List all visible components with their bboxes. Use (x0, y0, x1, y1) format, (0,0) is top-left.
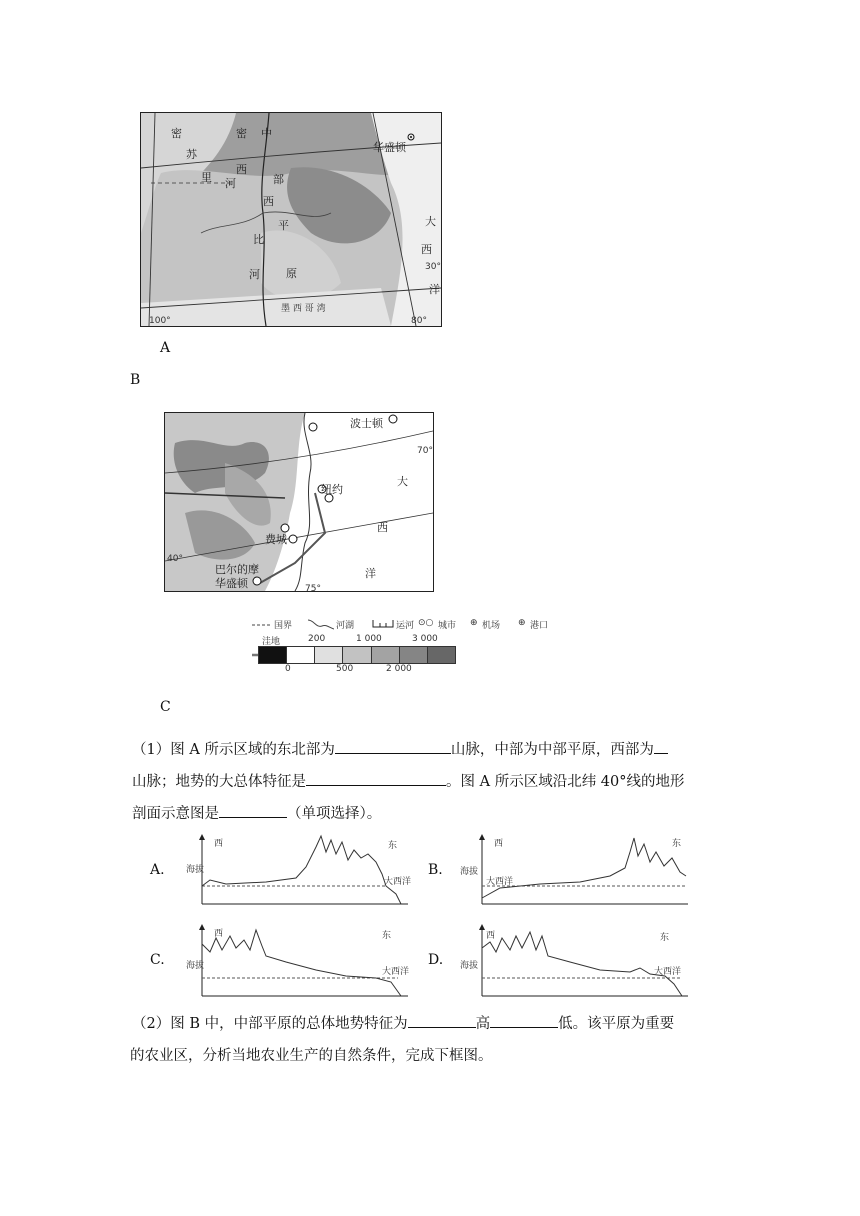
option-d-profile[interactable] (460, 922, 690, 998)
canal-legend-icon (372, 618, 394, 630)
map-a-caption: A (160, 340, 171, 356)
map-b-label-lat40: 40° (167, 554, 183, 564)
option-d-west: 西 (486, 931, 496, 941)
q2-blank-high[interactable] (408, 1013, 476, 1028)
map-a-label-xi2: 西 (263, 195, 274, 208)
map-b (164, 412, 434, 592)
legend-airport: 机场 (482, 621, 501, 631)
option-a-east: 东 (388, 841, 398, 851)
map-b-label-washington: 华盛顿 (215, 577, 248, 590)
port-legend-icon: ⊕ (518, 618, 526, 628)
q2-text-1: （2）图 B 中，中部平原的总体地势特征为 (132, 1016, 408, 1032)
map-a-label-washington: 华盛顿 (373, 141, 406, 154)
map-b-label-baltimore: 巴尔的摩 (215, 563, 259, 576)
map-a-label-he: 河 (225, 177, 236, 190)
map-b-label-newyork: 纽约 (321, 483, 343, 496)
question-1 (132, 734, 732, 830)
option-b-profile[interactable] (460, 832, 690, 906)
legend-border: 国界 (274, 621, 293, 631)
map-a-label-li: 里 (201, 171, 212, 184)
option-c-ocean: 大西洋 (382, 967, 410, 977)
option-a-ocean: 大西洋 (384, 877, 412, 887)
airport-legend-icon: ⊕ (470, 618, 478, 628)
legend-tick-3000: 3 000 (412, 634, 438, 644)
q2-text-4: 的农业区，分析当地农业生产的自然条件，完成下框图。 (130, 1048, 493, 1064)
legend-tick-500: 500 (336, 664, 354, 674)
q1-text-2: 山脉，中部为中部平原，西部为 (450, 742, 654, 758)
elevation-scale-bar (258, 646, 456, 664)
map-a-label-yuan: 原 (286, 267, 297, 280)
q1-text-6: （单项选择）。 (287, 806, 382, 822)
legend-tick-1000: 1 000 (356, 634, 382, 644)
map-a-label-da: 大 (425, 215, 436, 228)
map-b-label-yang: 洋 (365, 567, 376, 580)
map-b-label-lon70: 70° (417, 446, 433, 456)
q1-text-1: （1）图 A 所示区域的东北部为 (132, 742, 335, 758)
legend-canal: 运河 (396, 621, 415, 631)
legend-city: 城市 (438, 621, 457, 631)
q2-text-3: 低。该平原为重要 (558, 1016, 675, 1032)
option-b-east: 东 (672, 839, 682, 849)
option-c-west: 西 (214, 929, 224, 939)
map-a-label-yang: 洋 (429, 283, 440, 296)
scale-cell (286, 647, 314, 663)
legend-port: 港口 (530, 621, 549, 631)
option-a-axis: 海拔 (186, 865, 205, 875)
scale-cell (371, 647, 399, 663)
option-b-ocean: 大西洋 (486, 877, 514, 887)
legend-tick-200: 200 (308, 634, 326, 644)
river-legend-icon (308, 618, 334, 630)
map-a-graphic (141, 113, 441, 326)
map-b-caption: B (130, 372, 141, 388)
question-2 (132, 1008, 732, 1072)
option-d-axis: 海拔 (460, 961, 479, 971)
map-a-label-xi3: 西 (421, 243, 432, 256)
map-a-label-mi: 密 (171, 127, 182, 140)
option-c-east: 东 (382, 931, 392, 941)
option-a-west: 西 (214, 839, 224, 849)
map-b-label-xi: 西 (377, 521, 388, 534)
option-c-letter[interactable]: C. (150, 952, 165, 968)
map-a-label-bu: 部 (273, 173, 284, 186)
map-a-label-gulf: 墨 西 哥 湾 (281, 304, 326, 314)
scale-cell (427, 647, 455, 663)
map-a-label-xi: 西 (236, 163, 247, 176)
q1-blank-terrain-feature[interactable] (306, 771, 446, 786)
map-a-label-lon100: 100° (149, 316, 171, 326)
map-a-label-su: 苏 (186, 148, 197, 161)
map-a-label-mi2: 密 (236, 127, 247, 140)
legend-tick-0: 0 (285, 664, 291, 674)
q2-blank-low[interactable] (490, 1013, 558, 1028)
map-a-label-lon80: 80° (411, 316, 427, 326)
city-legend-icon: ⊙○ (418, 618, 434, 628)
q1-blank-northeast-mountains[interactable] (335, 739, 451, 754)
option-d-east: 东 (660, 933, 670, 943)
q1-text-3: 山脉；地势的大总体特征是 (132, 774, 306, 790)
q2-text-2: 高 (475, 1016, 491, 1032)
scale-cell (259, 647, 286, 663)
map-b-graphic (165, 413, 433, 591)
option-b-letter[interactable]: B. (428, 862, 443, 878)
map-b-label-lon75: 75° (305, 584, 321, 591)
map-b-label-philadelphia: 费城 (265, 533, 287, 546)
option-a-profile[interactable] (186, 832, 412, 906)
map-a-label-he2: 河 (249, 268, 260, 281)
figure-c-caption: C (160, 699, 171, 715)
q1-text-4: 。图 A 所示区域沿北纬 40°线的地形 (446, 774, 685, 790)
q1-blank-west-mountains[interactable] (654, 739, 668, 754)
q1-blank-answer[interactable] (219, 803, 287, 818)
q1-text-5: 剖面示意图是 (132, 806, 219, 822)
scale-cell (342, 647, 370, 663)
map-a-label-bi: 比 (253, 233, 264, 246)
map-b-label-boston: 波士顿 (350, 417, 383, 430)
map-a (140, 112, 442, 327)
option-a-letter[interactable]: A. (150, 862, 165, 878)
option-d-letter[interactable]: D. (428, 952, 444, 968)
option-c-profile[interactable] (186, 922, 412, 998)
option-b-west: 西 (494, 839, 504, 849)
scale-cell (314, 647, 342, 663)
map-b-label-da: 大 (397, 475, 408, 488)
legend-depression: 洼地 (262, 637, 281, 647)
map-a-label-ping: 平 (278, 219, 289, 232)
map-a-label-zhong: 中 (261, 127, 272, 140)
option-d-ocean: 大西洋 (654, 967, 682, 977)
map-a-label-lat30: 30° (425, 262, 441, 272)
scale-cell (399, 647, 427, 663)
option-b-axis: 海拔 (460, 867, 479, 877)
legend-river-lake: 河湖 (336, 621, 355, 631)
legend-tick-2000: 2 000 (386, 664, 412, 674)
option-c-axis: 海拔 (186, 961, 205, 971)
